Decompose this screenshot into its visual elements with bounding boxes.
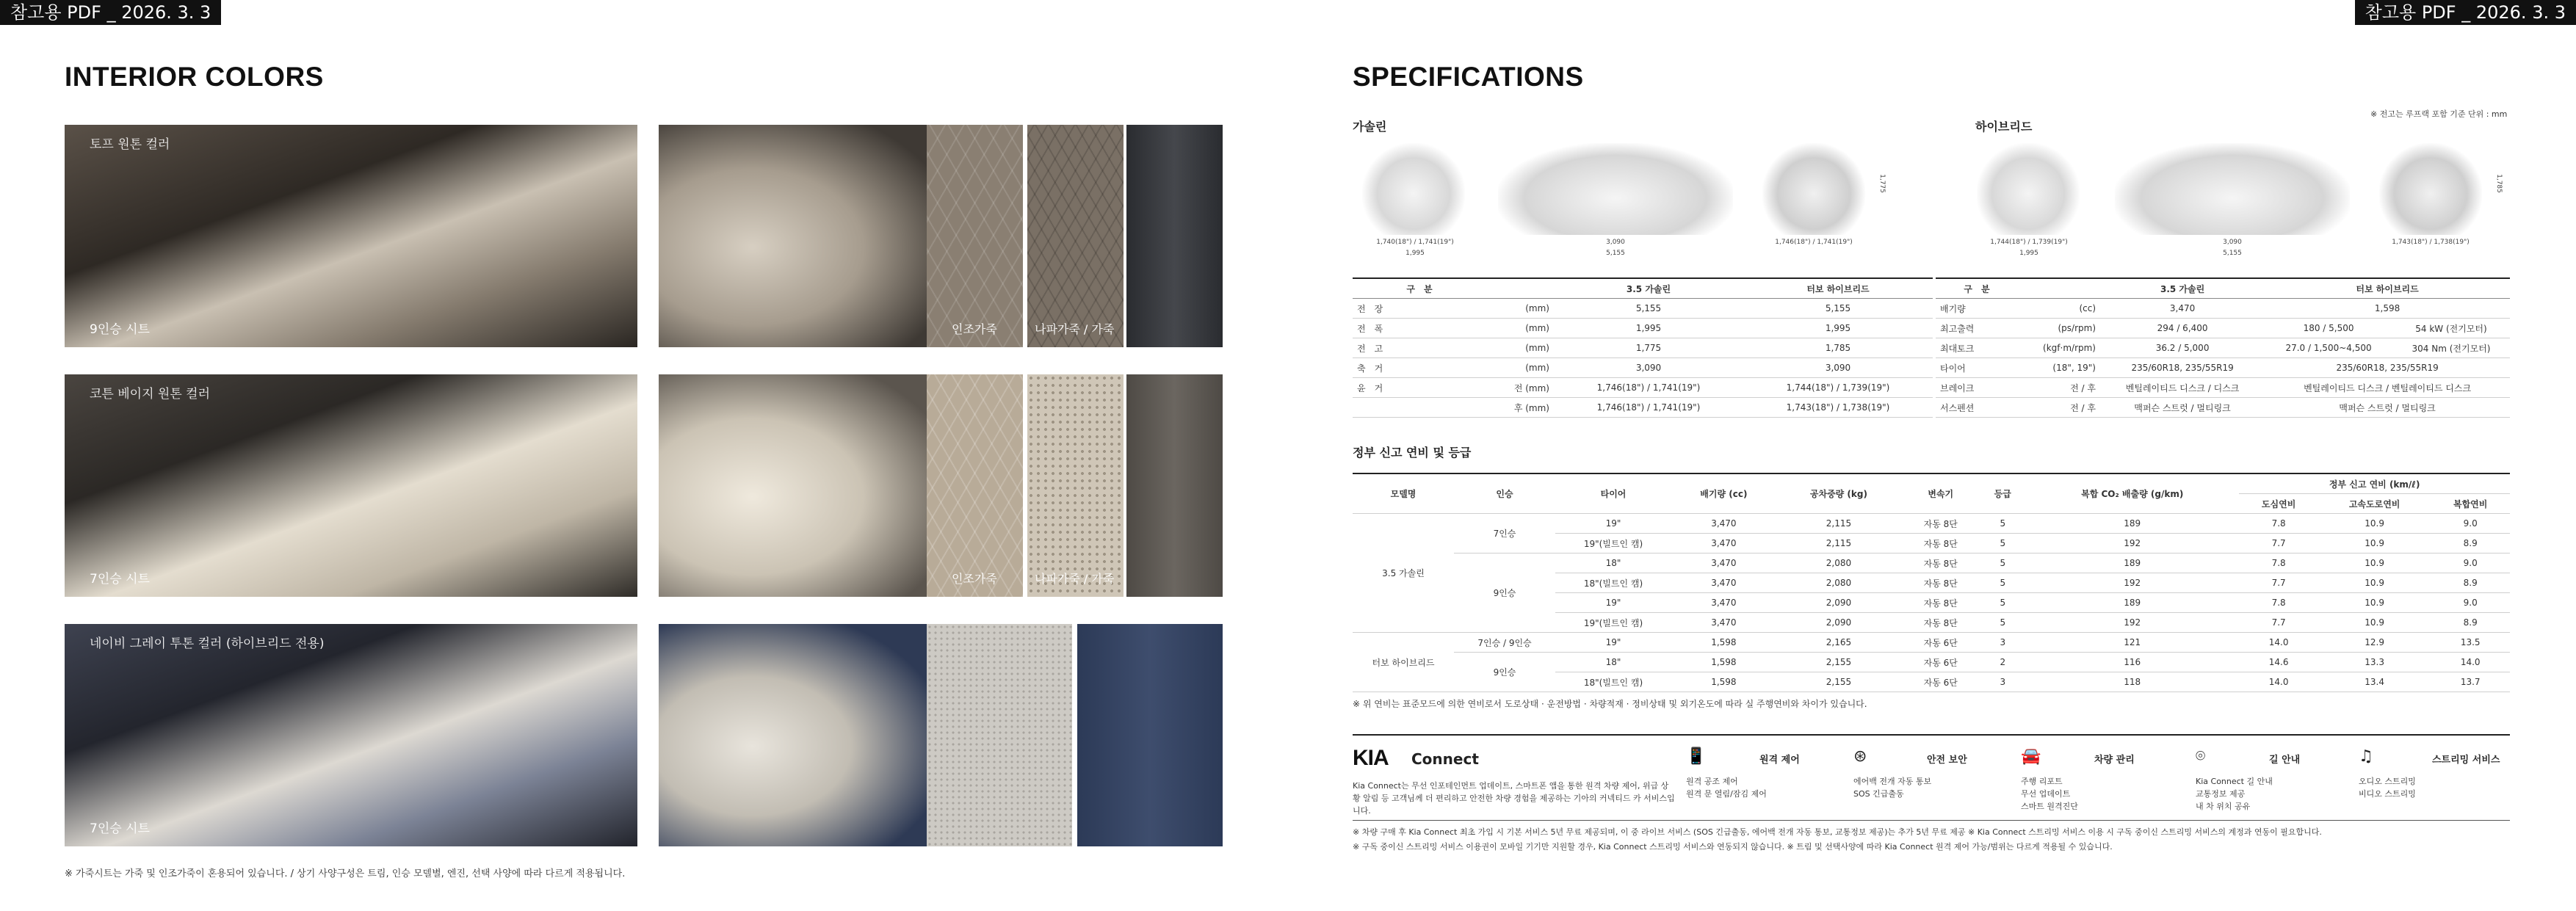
col-header: 타이어 xyxy=(1555,473,1671,514)
swatch-label: 인조가죽 xyxy=(952,322,997,336)
model-cell: 터보 하이브리드 xyxy=(1353,633,1454,692)
dim-front-track: 1,744(18") / 1,739(19") xyxy=(1990,239,2068,246)
col-header: 공차중량 (kg) xyxy=(1776,473,1901,514)
col-header: 등급 xyxy=(1980,473,2025,514)
feature-line: 오디오 스트리밍 xyxy=(2359,777,2416,786)
col-header: 고속도로연비 xyxy=(2318,494,2431,514)
hybrid-front-view xyxy=(1977,143,2080,235)
table-cell: 전 폭 xyxy=(1353,319,1486,338)
table-cell: 9.0 xyxy=(2431,593,2510,613)
seat-config-label: 7인승 시트 xyxy=(90,821,150,836)
reference-stamp-left: 참고용 PDF _ 2026. 3. 3 xyxy=(0,0,221,25)
table-cell: 자동 8단 xyxy=(1901,534,1980,554)
interior-photo-taupe xyxy=(65,125,637,347)
seat-closeup-beige xyxy=(659,374,927,597)
table-cell: 121 xyxy=(2025,633,2239,653)
col-header: 복합 CO₂ 배출량 (g/km) xyxy=(2025,473,2239,514)
reference-stamp-right: 참고용 PDF _ 2026. 3. 3 xyxy=(2355,0,2576,25)
music-note-icon: ♫ xyxy=(2359,747,2373,766)
specifications-title: SPECIFICATIONS xyxy=(1353,62,1584,92)
table-cell: 2,080 xyxy=(1776,573,1901,593)
feature-title: 안전 보안 xyxy=(1927,755,1967,766)
table-cell: 벤틸레이티드 디스크 / 벤틸레이티드 디스크 xyxy=(2265,378,2510,398)
table-cell: 235/60R18, 235/55R19 xyxy=(2100,358,2265,378)
table-cell: 3,470 xyxy=(1671,613,1776,633)
col-header: 3.5 가솔린 xyxy=(1554,278,1743,299)
interior-photo-navy-grey xyxy=(65,624,637,846)
table-cell: 브레이크 xyxy=(1936,378,2018,398)
feature-line: 주행 리포트 xyxy=(2021,777,2063,786)
table-cell: 7.8 xyxy=(2239,593,2318,613)
table-cell: 전 / 후 xyxy=(2018,378,2100,398)
feature-title: 차량 관리 xyxy=(2094,755,2135,766)
table-cell: 전 (mm) xyxy=(1486,378,1554,398)
feature-line: 비디오 스트리밍 xyxy=(2359,789,2416,799)
table-cell: (mm) xyxy=(1486,319,1554,338)
table-cell: 최대토크 xyxy=(1936,338,2018,358)
table-cell: 235/60R18, 235/55R19 xyxy=(2265,358,2510,378)
table-cell: 118 xyxy=(2025,672,2239,692)
table-cell: (ps/rpm) xyxy=(2018,319,2100,338)
table-row xyxy=(1353,398,1933,418)
table-cell: 189 xyxy=(2025,593,2239,613)
dim-front-track: 1,740(18") / 1,741(19") xyxy=(1376,239,1454,246)
dim-length: 5,155 xyxy=(2223,250,2242,257)
table-cell: 7.7 xyxy=(2239,534,2318,554)
table-cell: 116 xyxy=(2025,653,2239,672)
table-cell: 19" xyxy=(1555,593,1671,613)
table-cell: 18"(빌트인 캠) xyxy=(1555,573,1671,593)
table-cell: 1,598 xyxy=(1671,672,1776,692)
connect-description: Kia Connect는 무선 인포테인먼트 업데이트, 스마트폰 앱을 통한 원격 차량 제어, 위급 상황 알림 등 고객님께 더 편리하고 안전한 차량 경험을 제공하는 기아의 커넥티드 카 서비스입니다. xyxy=(1353,781,1675,816)
table-row xyxy=(1936,338,2510,358)
table-cell: 18" xyxy=(1555,653,1671,672)
table-cell: 19"(빌트인 캠) xyxy=(1555,613,1671,633)
table-cell: 1,785 xyxy=(1743,338,1933,358)
table-row xyxy=(1353,653,2510,672)
col-header: 3.5 가솔린 xyxy=(2100,278,2265,299)
table-cell: 1,743(18") / 1,738(19") xyxy=(1743,398,1933,418)
table-cell: 19" xyxy=(1555,514,1671,534)
table-cell: 2 xyxy=(1980,653,2025,672)
table-cell: 5,155 xyxy=(1554,299,1743,319)
table-cell: 10.9 xyxy=(2318,593,2431,613)
table-cell: 18" xyxy=(1555,554,1671,573)
table-cell: (cc) xyxy=(2018,299,2100,319)
dim-wheelbase: 3,090 xyxy=(1606,239,1625,246)
fuel-note: ※ 위 연비는 표준모드에 의한 연비로서 도로상태 · 운전방법 · 차량적재 · 정비상태 및 외기온도에 따라 실 주행연비와 차이가 있습니다. xyxy=(1353,699,1867,709)
swatch-label: 나파가죽 / 가죽 xyxy=(1035,572,1115,586)
table-cell: 7.8 xyxy=(2239,514,2318,534)
kia-logo: KIA xyxy=(1353,746,1389,770)
table-cell: 54 kW (전기모터) xyxy=(2392,319,2510,338)
table-cell: 최고출력 xyxy=(1936,319,2018,338)
col-header: 구 분 xyxy=(1936,278,2018,299)
table-cell: 2,115 xyxy=(1776,534,1901,554)
table-row xyxy=(1353,514,2510,534)
table-cell: 자동 6단 xyxy=(1901,672,1980,692)
feature-line: 원격 공조 제어 xyxy=(1686,777,1738,786)
table-cell: 10.9 xyxy=(2318,554,2431,573)
swatch-dark-trim xyxy=(1126,374,1223,597)
dim-rear-track: 1,743(18") / 1,738(19") xyxy=(2392,239,2470,246)
table-cell: 배기량 xyxy=(1936,299,2018,319)
col-header-unit xyxy=(2018,278,2100,299)
gasoline-front-view xyxy=(1362,143,1465,235)
swatch-grey-fabric xyxy=(927,624,1072,846)
table-cell: 자동 8단 xyxy=(1901,593,1980,613)
table-cell: 14.0 xyxy=(2431,653,2510,672)
table-cell: 10.9 xyxy=(2318,573,2431,593)
table-cell: 5 xyxy=(1980,534,2025,554)
table-row xyxy=(1936,299,2510,319)
seat-closeup-taupe xyxy=(659,125,927,347)
col-header: 변속기 xyxy=(1901,473,1980,514)
phone-remote-icon: 📱 xyxy=(1686,747,1707,766)
table-cell: 189 xyxy=(2025,554,2239,573)
swatch-label: 인조가죽 xyxy=(952,572,997,586)
table-cell: 8.9 xyxy=(2431,573,2510,593)
connect-brand: Connect xyxy=(1411,750,1479,768)
col-header: 터보 하이브리드 xyxy=(2265,278,2510,299)
table-row xyxy=(1353,319,1933,338)
feature-line: Kia Connect 길 안내 xyxy=(2196,777,2273,786)
table-cell: 3,470 xyxy=(1671,534,1776,554)
feature-line: 내 차 위치 공유 xyxy=(2196,802,2251,811)
swatch-nappa-leather xyxy=(1027,125,1124,347)
table-cell: 14.0 xyxy=(2239,633,2318,653)
table-cell: 8.9 xyxy=(2431,613,2510,633)
table-cell: 14.6 xyxy=(2239,653,2318,672)
table-cell: 1,598 xyxy=(1671,633,1776,653)
table-cell: 2,080 xyxy=(1776,554,1901,573)
table-cell: 13.7 xyxy=(2431,672,2510,692)
col-header: 배기량 (cc) xyxy=(1671,473,1776,514)
table-cell: 12.9 xyxy=(2318,633,2431,653)
interior-colors-title: INTERIOR COLORS xyxy=(65,62,324,92)
table-cell: 3,090 xyxy=(1743,358,1933,378)
table-cell: 자동 8단 xyxy=(1901,554,1980,573)
col-header: 모델명 xyxy=(1353,473,1454,514)
table-cell: 13.3 xyxy=(2318,653,2431,672)
seat-config-label: 7인승 시트 xyxy=(90,572,150,587)
table-cell: 5 xyxy=(1980,554,2025,573)
hybrid-side-view xyxy=(2115,143,2350,235)
table-cell: 벤틸레이티드 디스크 / 디스크 xyxy=(2100,378,2265,398)
table-cell: (mm) xyxy=(1486,299,1554,319)
connect-notes-divider xyxy=(1353,820,2510,821)
feature-line: 에어백 전개 자동 통보 xyxy=(1853,777,1932,786)
table-cell: 19" xyxy=(1555,633,1671,653)
table-cell: 1,744(18") / 1,739(19") xyxy=(1743,378,1933,398)
swatch-dark-trim xyxy=(1126,125,1223,347)
model-cell: 3.5 가솔린 xyxy=(1353,514,1454,633)
connect-note: ※ 차량 구매 후 Kia Connect 최초 가입 시 기본 서비스 5년 무료 제공되며, 이 중 라이브 서비스 (SOS 긴급출동, 에어백 전개 자동 통보, 교통정보 제공)는 추가 5년 무료 제공 ※ Kia Connect 스트리밍 서비스 이용 시 구독 중이신 스트리밍 서비스의 계정과 연동이 필요합니다. xyxy=(1353,827,2322,837)
table-row xyxy=(1353,633,2510,653)
color-name-label: 네이비 그레이 투톤 컬러 (하이브리드 전용) xyxy=(90,636,325,651)
table-cell: (kgf·m/rpm) xyxy=(2018,338,2100,358)
table-cell: 2,090 xyxy=(1776,593,1901,613)
table-cell: 1,746(18") / 1,741(19") xyxy=(1554,378,1743,398)
table-cell: 192 xyxy=(2025,613,2239,633)
table-cell: 1,775 xyxy=(1554,338,1743,358)
seat-config-label: 9인승 시트 xyxy=(90,322,150,337)
seat-closeup-navy xyxy=(659,624,927,846)
swatch-synthetic-leather xyxy=(927,374,1023,597)
fuel-efficiency-title: 정부 신고 연비 및 등급 xyxy=(1353,446,1472,460)
table-cell: 36.2 / 5,000 xyxy=(2100,338,2265,358)
dim-overall-width: 1,995 xyxy=(1405,250,1425,257)
col-header: 인승 xyxy=(1454,473,1555,514)
table-cell: 자동 8단 xyxy=(1901,613,1980,633)
dim-overall-width: 1,995 xyxy=(2019,250,2038,257)
feature-title: 길 안내 xyxy=(2269,755,2301,766)
table-cell: 3,470 xyxy=(2100,299,2265,319)
table-cell: 자동 6단 xyxy=(1901,633,1980,653)
table-cell: 13.4 xyxy=(2318,672,2431,692)
connect-divider xyxy=(1353,734,2510,736)
seats-cell: 9인승 xyxy=(1454,554,1555,633)
table-row xyxy=(1353,554,2510,573)
dim-rear-track: 1,746(18") / 1,741(19") xyxy=(1775,239,1853,246)
col-header: 구 분 xyxy=(1353,278,1486,299)
swatch-nappa-leather xyxy=(1027,374,1124,597)
powertrain-table xyxy=(1936,277,2510,418)
table-cell xyxy=(1353,398,1486,418)
table-cell: 10.9 xyxy=(2318,534,2431,554)
hybrid-rear-view xyxy=(2379,143,2482,235)
map-pin-icon: ⌾ xyxy=(2196,747,2206,766)
table-cell: 자동 6단 xyxy=(1901,653,1980,672)
feature-line: 무선 업데이트 xyxy=(2021,789,2071,799)
table-cell: 294 / 6,400 xyxy=(2100,319,2265,338)
table-row xyxy=(1353,338,1933,358)
table-cell: 전 고 xyxy=(1353,338,1486,358)
table-cell: 8.9 xyxy=(2431,534,2510,554)
shield-sos-icon: ⊛ xyxy=(1853,747,1867,766)
table-cell: 9.0 xyxy=(2431,514,2510,534)
table-cell: 1,746(18") / 1,741(19") xyxy=(1554,398,1743,418)
table-cell: 5 xyxy=(1980,613,2025,633)
table-cell: 1,598 xyxy=(2265,299,2510,319)
swatch-navy-fabric xyxy=(1077,624,1223,846)
gasoline-label: 가솔린 xyxy=(1353,120,1387,134)
table-cell: 축 거 xyxy=(1353,358,1486,378)
table-cell: 윤 거 xyxy=(1353,378,1486,398)
table-cell: 7.7 xyxy=(2239,573,2318,593)
table-cell: 1,995 xyxy=(1743,319,1933,338)
table-cell: 2,165 xyxy=(1776,633,1901,653)
table-cell: 18"(빌트인 캠) xyxy=(1555,672,1671,692)
swatch-synthetic-leather xyxy=(927,125,1023,347)
table-cell: 전 / 후 xyxy=(2018,398,2100,418)
table-cell: 5 xyxy=(1980,593,2025,613)
table-cell: 5,155 xyxy=(1743,299,1933,319)
hybrid-label: 하이브리드 xyxy=(1975,120,2033,134)
table-cell: 192 xyxy=(2025,573,2239,593)
col-header: 터보 하이브리드 xyxy=(1743,278,1933,299)
feature-line: 교통정보 제공 xyxy=(2196,789,2246,799)
table-row xyxy=(1353,299,1933,319)
feature-line: 원격 문 열림/잠김 제어 xyxy=(1686,789,1767,799)
unit-note: ※ 전고는 루프랙 포함 기준 단위 : mm xyxy=(2370,109,2508,119)
col-header-unit xyxy=(1486,278,1554,299)
fuel-efficiency-table xyxy=(1353,473,2510,692)
table-row xyxy=(1936,319,2510,338)
table-cell: 304 Nm (전기모터) xyxy=(2392,338,2510,358)
color-name-label: 코튼 베이지 원톤 컬러 xyxy=(90,387,211,402)
table-cell: 13.5 xyxy=(2431,633,2510,653)
table-cell: 189 xyxy=(2025,514,2239,534)
table-cell: 맥퍼슨 스트럿 / 멀티링크 xyxy=(2100,398,2265,418)
color-name-label: 토프 원톤 컬러 xyxy=(90,137,170,152)
dim-height: 1,785 xyxy=(2494,174,2503,193)
interior-footnote: ※ 가죽시트는 가죽 및 인조가죽이 혼용되어 있습니다. / 상기 사양구성은 트림, 인승 모델별, 엔진, 선택 사양에 따라 다르게 적용됩니다. xyxy=(65,868,626,879)
seats-cell: 9인승 xyxy=(1454,653,1555,692)
car-manage-icon: 🚘 xyxy=(2021,747,2041,766)
table-cell: 자동 8단 xyxy=(1901,573,1980,593)
table-cell: 9.0 xyxy=(2431,554,2510,573)
table-cell: 5 xyxy=(1980,514,2025,534)
table-cell: 3,470 xyxy=(1671,593,1776,613)
table-cell: 2,155 xyxy=(1776,653,1901,672)
table-cell: 후 (mm) xyxy=(1486,398,1554,418)
table-cell: 27.0 / 1,500~4,500 xyxy=(2265,338,2392,358)
feature-title: 스트리밍 서비스 xyxy=(2432,755,2500,766)
table-cell: (mm) xyxy=(1486,338,1554,358)
dim-height: 1,775 xyxy=(1878,174,1886,193)
table-cell: 3,470 xyxy=(1671,554,1776,573)
table-cell: 10.9 xyxy=(2318,613,2431,633)
table-row xyxy=(1353,378,1933,398)
col-header: 정부 신고 연비 (km/ℓ) xyxy=(2239,473,2510,494)
dimension-table xyxy=(1353,277,1933,418)
col-header: 도심연비 xyxy=(2239,494,2318,514)
table-cell: 2,115 xyxy=(1776,514,1901,534)
dim-wheelbase: 3,090 xyxy=(2223,239,2242,246)
table-row xyxy=(1936,358,2510,378)
table-cell: 3,090 xyxy=(1554,358,1743,378)
col-header: 복합연비 xyxy=(2431,494,2510,514)
table-cell: 3 xyxy=(1980,672,2025,692)
table-cell: (mm) xyxy=(1486,358,1554,378)
gasoline-rear-view xyxy=(1762,143,1865,235)
seats-cell: 7인승 / 9인승 xyxy=(1454,633,1555,653)
table-cell: 7.8 xyxy=(2239,554,2318,573)
table-cell: 19"(빌트인 캠) xyxy=(1555,534,1671,554)
table-cell: 192 xyxy=(2025,534,2239,554)
table-cell: 2,155 xyxy=(1776,672,1901,692)
gasoline-side-view xyxy=(1498,143,1733,235)
dim-length: 5,155 xyxy=(1606,250,1625,257)
table-cell: (18", 19") xyxy=(2018,358,2100,378)
swatch-label: 나파가죽 / 가죽 xyxy=(1035,322,1115,336)
table-cell: 1,598 xyxy=(1671,653,1776,672)
table-cell: 2,090 xyxy=(1776,613,1901,633)
table-cell: 1,995 xyxy=(1554,319,1743,338)
table-cell: 3 xyxy=(1980,633,2025,653)
table-row xyxy=(1353,358,1933,378)
table-cell: 14.0 xyxy=(2239,672,2318,692)
table-row xyxy=(1936,378,2510,398)
table-cell: 타이어 xyxy=(1936,358,2018,378)
connect-note: ※ 구독 중이신 스트리밍 서비스 이용권이 모바일 기기만 지원할 경우, Kia Connect 스트리밍 서비스와 연동되지 않습니다. ※ 트림 및 선택사양에 따라 Kia Connect 원격 제어 가능/범위는 다르게 적용될 수 있습니다. xyxy=(1353,842,2113,852)
table-cell: 전 장 xyxy=(1353,299,1486,319)
feature-line: 스마트 원격진단 xyxy=(2021,802,2078,811)
seats-cell: 7인승 xyxy=(1454,514,1555,554)
feature-title: 원격 제어 xyxy=(1759,755,1800,766)
table-cell: 10.9 xyxy=(2318,514,2431,534)
table-cell: 180 / 5,500 xyxy=(2265,319,2392,338)
table-cell: 서스펜션 xyxy=(1936,398,2018,418)
interior-photo-cotton-beige xyxy=(65,374,637,597)
feature-line: SOS 긴급출동 xyxy=(1853,789,1904,799)
table-row xyxy=(1936,398,2510,418)
table-cell: 자동 8단 xyxy=(1901,514,1980,534)
table-cell: 3,470 xyxy=(1671,514,1776,534)
table-cell: 3,470 xyxy=(1671,573,1776,593)
table-cell: 7.7 xyxy=(2239,613,2318,633)
table-cell: 5 xyxy=(1980,573,2025,593)
table-cell: 맥퍼슨 스트럿 / 멀티링크 xyxy=(2265,398,2510,418)
